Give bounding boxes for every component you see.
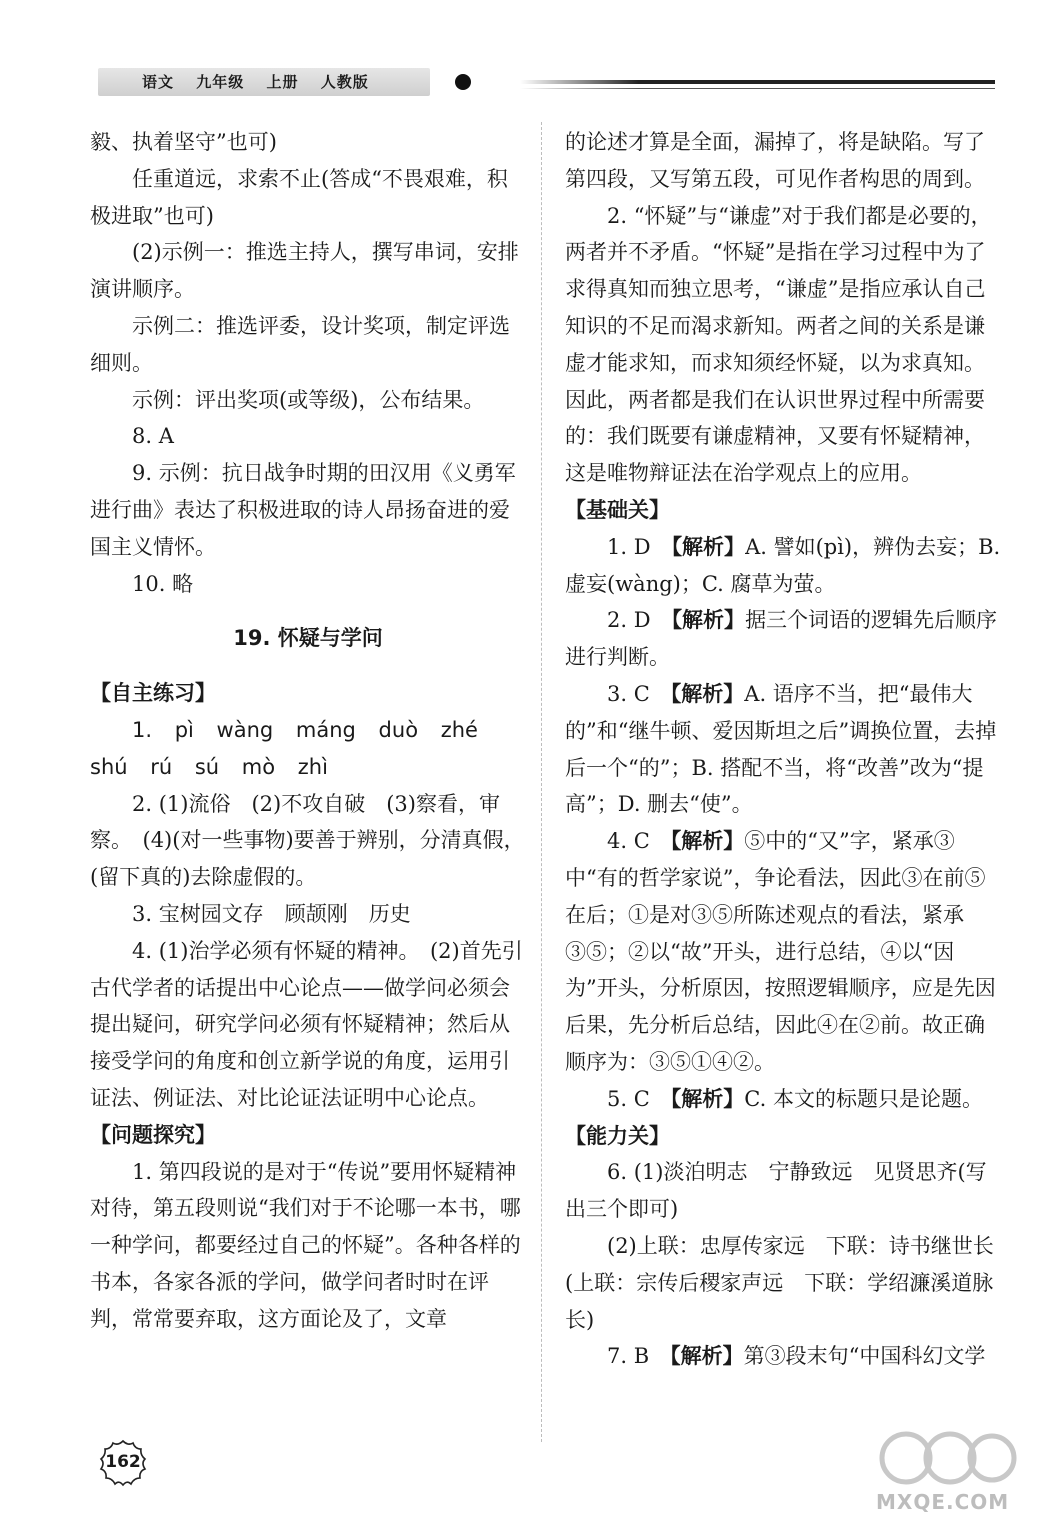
header-subject: 语文 (142, 73, 175, 91)
answer-text: C. 本文的标题只是论题。 (744, 1086, 983, 1111)
answer-paragraph: 2. “怀疑”与“谦虚”对于我们都是必要的，两者并不矛盾。“怀疑”是指在学习过程中为了求得真知而独立思考，“谦虚”是指应承认自己知识的不足而渴求新知。两者之间的关系是谦虚才能求知，而求知须经怀疑，以为求真知。因此，两者都是我们在认识世界过程中所需要的：我们既要有谦虚精神，又要有怀疑精神，这是唯物辩证法在治学观点上的应用。 (565, 203, 992, 486)
analysis-tag: 【解析】 (670, 681, 745, 706)
answer-text: A. 譬如(pì)，辨伪去妄；B. 虚妄(wàng)；C. 腐草为萤。 (565, 534, 1001, 596)
answer-paragraph: 1. 第四段说的是对于“传说”要用怀疑精神对待，第五段则说“我们对于不论哪一本书，哪一种学问，都要经过自己的怀疑”。各种各样的书本，各家各派的学问，做学问者时时在评判，常常要弃取，这方面论及了，文章 (90, 1159, 521, 1331)
answer-paragraph: 任重道远，求索不止(答成“不畏艰难，积极进取”也可) (90, 166, 508, 228)
answer-paragraph: 示例二：推选评委，设计奖项，制定评选细则。 (90, 313, 510, 375)
answer-paragraph: 3. 宝树园文存 顾颉刚 历史 (132, 901, 411, 926)
section-label: 【自主练习】 (90, 681, 216, 706)
answer-number: 5. C (607, 1086, 671, 1111)
analysis-tag: 【解析】 (671, 608, 746, 633)
analysis-tag: 【解析】 (670, 1086, 745, 1111)
column-divider (541, 122, 542, 1442)
answer-paragraph (565, 676, 1003, 823)
section-heading: 19. 怀疑与学问 (233, 626, 383, 651)
header-volume: 上册 (266, 73, 299, 91)
answer-text: 据三个词语的逻辑先后顺序进行判断。 (565, 608, 998, 670)
answer-number: 4. C (607, 829, 671, 854)
answer-paragraph: (2)上联：忠厚传家远 下联：诗书继世长(上联：宗传后稷家声远 下联：学绍濂溪道脉长) (565, 1233, 994, 1332)
answer-paragraph: 9. 示例：抗日战争时期的田汉用《义勇军进行曲》表达了积极进取的诗人昂扬奋进的爱国主义情怀。 (90, 461, 516, 559)
page-number: 162 (105, 1452, 141, 1472)
answer-paragraph: 2. (1)流俗 (2)不攻自破 (3)察看，审察。 (4)(对一些事物)要善于辨别，分清真假，(留下真的)去除虚假的。 (90, 791, 525, 890)
answer-paragraph (565, 529, 1003, 603)
answer-paragraph: 10. 略 (132, 571, 194, 596)
section-label: 【问题探究】 (90, 1122, 216, 1147)
analysis-tag: 【解析】 (670, 829, 745, 854)
header-edition: 人教版 (320, 73, 369, 91)
header-dot (455, 74, 471, 90)
answer-text: 第③段末句“中国科幻文学 (743, 1344, 986, 1369)
analysis-tag: 【解析】 (670, 1344, 744, 1369)
answer-paragraph (565, 602, 1003, 676)
answer-text: ⑤中的“又”字，紧承③中“有的哲学家说”，争论看法，因此③在前⑤在后；①是对③⑤所陈述观点的看法，紧承③⑤；②以“故”开头，进行总结，④以“因为”开头，分析原因，按照逻辑顺序，应是先因后果，先分析后总结，因此④在②前。故正确顺序为：③⑤①④②。 (565, 829, 996, 1074)
header-grade: 九年级 (196, 73, 245, 91)
answer-paragraph: 毅、执着坚守”也可) (90, 130, 277, 154)
answer-paragraph: 1. pì wàng máng duò zhé shú rú sú mò zhì (90, 717, 478, 779)
section-label: 【能力关】 (565, 1123, 670, 1148)
answer-number: 1. D (607, 534, 672, 559)
answer-number: 3. C (607, 681, 671, 706)
answer-paragraph: 的论述才算是全面，漏掉了，将是缺陷。写了第四段，又写第五段，可见作者构思的周到。 (565, 130, 985, 191)
answer-number: 7. B (607, 1344, 671, 1369)
header-tab (98, 68, 430, 96)
answer-number: 2. D (607, 608, 672, 633)
answer-paragraph (565, 1338, 1003, 1375)
header-rule (520, 80, 995, 84)
answer-paragraph (565, 823, 1003, 1081)
right-column (565, 124, 1003, 1375)
answer-paragraph: 6. (1)淡泊明志 宁静致远 见贤思齐(写出三个即可) (565, 1160, 987, 1222)
section-label: 【基础关】 (565, 497, 670, 522)
watermark-text: MXQE.COM (876, 1490, 1010, 1514)
answer-paragraph (565, 1081, 1003, 1118)
answer-paragraph: 8. A (132, 424, 174, 449)
answer-text: A. 语序不当，把“最伟大的”和“继牛顿、爱因斯坦之后”调换位置，去掉后一个“的”；B. 搭配不当，将“改善”改为“提高”；D. 删去“使”。 (565, 681, 997, 817)
answer-paragraph: 4. (1)治学必须有怀疑的精神。 (2)首先引古代学者的话提出中心论点——做学问必须会提出疑问，研究学问必须有怀疑精神；然后从接受学问的角度和创立新学说的角度，运用引证法、例证法、对比论证法证明中心论点。 (90, 938, 523, 1110)
header-rule-thin (520, 88, 995, 89)
answer-paragraph: (2)示例一：推选主持人，撰写串词，安排演讲顺序。 (90, 240, 519, 302)
answer-paragraph: 示例：评出奖项(或等级)，公布结果。 (132, 387, 485, 412)
left-column (90, 124, 526, 1338)
analysis-tag: 【解析】 (671, 534, 746, 559)
